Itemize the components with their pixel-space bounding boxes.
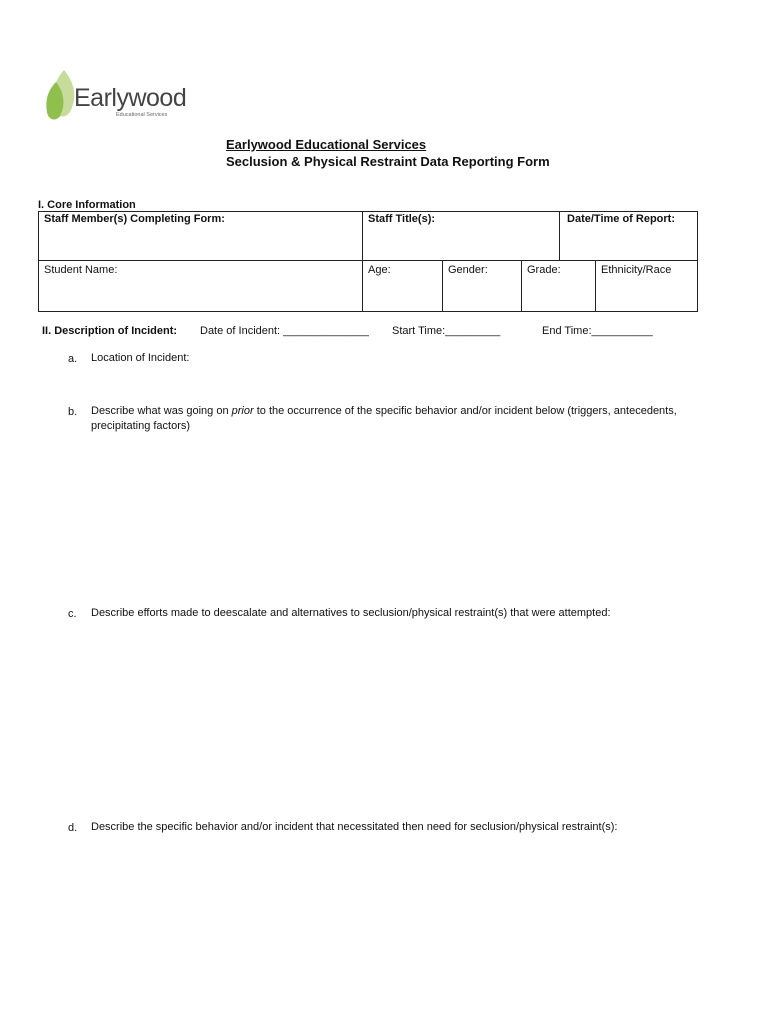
prior-emphasis: prior xyxy=(231,405,254,417)
gender-field[interactable]: Gender: xyxy=(443,261,522,312)
age-field[interactable]: Age: xyxy=(363,261,443,312)
logo-name: Earlywood xyxy=(74,84,187,112)
core-info-table xyxy=(38,211,698,312)
question-a-text: Location of Incident: xyxy=(91,352,190,364)
form-title: Seclusion & Physical Restraint Data Reporting Form xyxy=(226,154,550,169)
ethnicity-field[interactable]: Ethnicity/Race xyxy=(596,261,698,312)
end-time-field[interactable]: End Time:__________ xyxy=(542,325,653,337)
question-a-letter: a. xyxy=(68,353,78,365)
grade-field[interactable]: Grade: xyxy=(522,261,596,312)
staff-titles-field[interactable]: Staff Title(s): xyxy=(363,212,560,261)
start-time-field[interactable]: Start Time:_________ xyxy=(392,325,501,337)
report-datetime-field[interactable]: Date/Time of Report: xyxy=(560,212,698,261)
student-name-field[interactable]: Student Name: xyxy=(39,261,363,312)
question-b-text: Describe what was going on prior to the occurrence of the specific behavior and/or incident below (triggers, antecedents, precipitating factors) xyxy=(91,405,677,432)
question-c-letter: c. xyxy=(68,608,77,620)
org-title: Earlywood Educational Services xyxy=(226,137,427,152)
question-d-text: Describe the specific behavior and/or incident that necessitated then need for seclusion/physical restraint(s): xyxy=(91,821,618,833)
earlywood-logo xyxy=(44,68,187,128)
question-b-letter: b. xyxy=(68,406,78,418)
incident-heading: II. Description of Incident: xyxy=(42,325,178,337)
incident-date-field[interactable]: Date of Incident: ______________ xyxy=(200,325,369,337)
question-c-text: Describe efforts made to deescalate and alternatives to seclusion/physical restraint(s) that were attempted: xyxy=(91,607,611,619)
core-info-heading: I. Core Information xyxy=(38,199,136,211)
question-d-letter: d. xyxy=(68,822,78,834)
staff-members-field[interactable]: Staff Member(s) Completing Form: xyxy=(39,212,363,261)
logo-subtitle: Educational Services xyxy=(116,112,168,118)
